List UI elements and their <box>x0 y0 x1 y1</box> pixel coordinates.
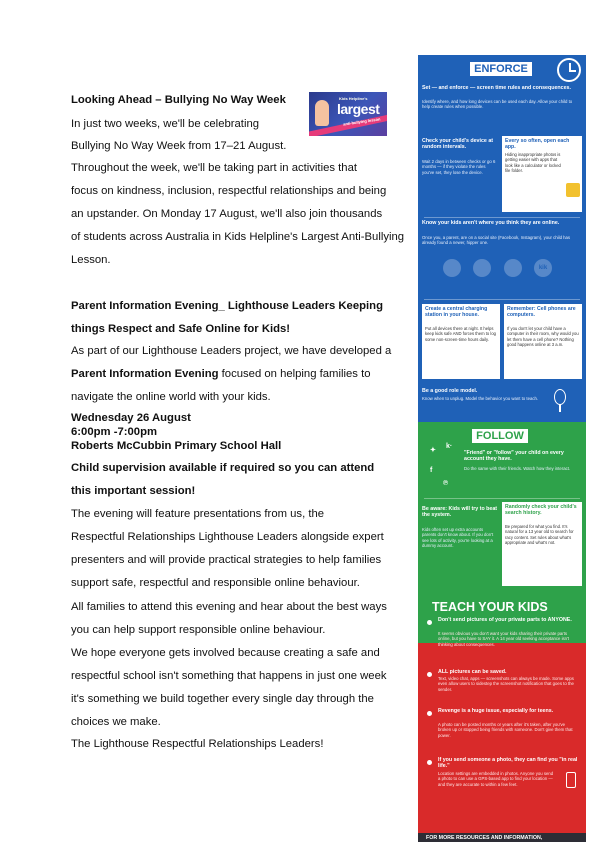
search-history-heading: Randomly check your child's search history. <box>505 504 577 517</box>
cellphones-heading: Remember: Cell phones are computers. <box>507 306 576 319</box>
role-model-text: Know when to unplug. Model the behavior you want to teach. <box>422 396 539 401</box>
bullet <box>427 672 432 677</box>
article-line: focus on kindness, inclusion, respectful relationships and being <box>71 185 387 197</box>
follow-title: FOLLOW <box>472 429 528 443</box>
follow-text: Do the same with their friends. Watch how they interact. <box>464 466 571 471</box>
aware-heading: Be aware: Kids will try to beat the system. <box>422 506 498 519</box>
article-line: it's something we build together every single day through the <box>71 693 374 705</box>
article-line: respectful school isn't something that happens in just one week <box>71 670 387 682</box>
teach-item-heading: Don't send pictures of your private parts to ANYONE. <box>438 617 572 623</box>
search-history-text: Be prepared for what you find. It's natural for a 13 year old to search for racy content. Set rules about what's appropriate and what's not. <box>505 524 574 545</box>
divider <box>424 299 580 300</box>
phone-icon <box>566 772 576 788</box>
bullet <box>427 760 432 765</box>
role-model-heading: Be a good role model. <box>422 388 478 394</box>
article-line: an upstander. On Monday 17 August, we'll also join thousands <box>71 208 383 220</box>
heading-parent-evening: Parent Information Evening_ Lighthouse Leaders Keeping <box>71 300 383 312</box>
cellphones-text: If you don't let your child have a computer in their room, why would you let them have a cell phone? Nothing good happens online at 3 a.m. <box>507 326 579 347</box>
article-text: focused on helping families to <box>218 368 371 380</box>
article-line: Bullying No Way Week from 17–21 August. <box>71 140 287 152</box>
article-line: The evening will feature presentations from us, the <box>71 508 325 520</box>
kik-small-icon: k· <box>446 443 453 450</box>
calculator-app-icon <box>566 183 580 197</box>
enforce-title: ENFORCE <box>470 62 532 76</box>
open-app-text: Hiding inappropriate photos is getting easier with apps that look like a calculator or locked file folder. <box>505 152 561 173</box>
charging-card <box>422 304 500 379</box>
rules-heading: Set — and enforce — screen time rules and consequences. <box>422 85 571 91</box>
promo-sub-text: anti-bullying lesson <box>342 116 381 127</box>
online-heading: Know your kids aren't where you think they are online. <box>422 220 560 226</box>
follow-heading: "Friend" or "follow" your child on every account they have. <box>464 450 564 463</box>
pinterest-icon: ℗ <box>443 480 449 487</box>
article-line: of students across Australia in Kids Helpline's Largest Anti-Bullying <box>71 231 405 243</box>
article-line: All families to attend this evening and hear about the best ways <box>71 601 387 613</box>
bullet <box>427 620 432 625</box>
snapchat-icon <box>504 259 522 277</box>
divider <box>424 498 580 499</box>
event-time: 6:00pm -7:00pm <box>71 426 158 438</box>
article-signoff: The Lighthouse Respectful Relationships Leaders! <box>71 738 324 750</box>
divider <box>424 217 580 218</box>
charging-heading: Create a central charging station in your house. <box>425 306 488 319</box>
promo-small-text: Kids Helpline's <box>339 96 368 101</box>
teach-item-text: Location settings are embedded in photos. Anyone you send a photo to can use a GPS-based app to find your location — and they are accurate to within a few feet. <box>438 771 554 787</box>
article-line: In just two weeks, we'll be celebrating <box>71 118 260 130</box>
open-app-card <box>502 136 582 212</box>
kik-icon: kik <box>534 259 552 277</box>
childcare-note-cont: this important session! <box>71 485 196 497</box>
check-heading: Check your child's device at random intervals. <box>422 138 494 151</box>
charging-text: Put all devices there at night. It helps keep kids safe AND forces them to log some non-screen-time hours daily. <box>425 326 496 342</box>
check-text: Wait 2 days in between checks or go 6 months — if they violate the rules you've set, they lose the device. <box>422 159 496 175</box>
open-app-heading: Every so often, open each app. <box>505 138 570 151</box>
mirror-icon <box>554 389 566 405</box>
article-line: As part of our Lighthouse Leaders project, we have developed a <box>71 345 392 357</box>
facebook-icon <box>443 259 461 277</box>
heading-bullying-week: Looking Ahead – Bullying No Way Week <box>71 94 286 106</box>
poster-footer: FOR MORE RESOURCES AND INFORMATION, <box>426 835 543 841</box>
search-history-card <box>502 502 582 586</box>
article-line: We hope everyone gets involved because creating a safe and <box>71 647 380 659</box>
article-line: presenters and will provide practical strategies to help families <box>71 554 382 566</box>
event-date: Wednesday 26 August <box>71 412 191 424</box>
aware-text: Kids often set up extra accounts parents don't know about. If you don't see lots of activity, you're looking at a dummy account. <box>422 527 494 549</box>
child-figure <box>315 100 329 126</box>
stopwatch-icon <box>557 58 581 82</box>
teach-item-text: It seems obvious you don't want your kids sharing their private parts online, but you have to SAY it. A 14 year old seeking acceptance isn't thinking about consequences. <box>438 631 570 647</box>
rules-text: Identify where, and how long devices can be used each day. Allow your child to help create rules when possible. <box>422 99 573 110</box>
article-line: Throughout the week, we'll be taking part in activities that <box>71 162 357 174</box>
promo-big-text: largest <box>337 101 380 117</box>
teach-item-text: A photo can be posted months or years after it's taken, after you've broken up or stopped being friends with someone. Don't give them that power. <box>438 722 573 738</box>
online-safety-poster <box>418 55 586 842</box>
teach-item-heading: Revenge is a huge issue, especially for teens. <box>438 708 554 714</box>
bullet <box>427 711 432 716</box>
cellphones-card <box>504 304 582 379</box>
article-line: support safe, respectful and responsible online behaviour. <box>71 577 360 589</box>
twitter-icon: ✦ <box>430 447 436 454</box>
teach-item-text: Text, video chat, apps — screenshots can always be made. Some apps even allow users to sidestep the screenshot notification that goes to the sender. <box>438 676 574 692</box>
event-name: Parent Information Evening <box>71 368 219 380</box>
article-line: you can help support responsible online behaviour. <box>71 624 326 636</box>
event-venue: Roberts McCubbin Primary School Hall <box>71 440 282 452</box>
heading-parent-evening-cont: things Respect and Safe Online for Kids! <box>71 323 291 335</box>
article-line: Lesson. <box>71 254 111 266</box>
teach-item-heading: ALL pictures can be saved. <box>438 669 507 675</box>
online-text: Once you, a parent, are on a social site (Facebook, Instagram), your child has already found a newer, hipper one. <box>422 235 571 246</box>
kids-helpline-promo-image <box>309 92 387 136</box>
instagram-icon <box>473 259 491 277</box>
teach-title: TEACH YOUR KIDS <box>432 600 548 614</box>
article-line: choices we make. <box>71 716 161 728</box>
article-line: navigate the online world with your kids. <box>71 391 271 403</box>
childcare-note: Child supervision available if required so you can attend <box>71 462 375 474</box>
facebook-small-icon: f <box>430 467 433 474</box>
teach-item-heading: If you send someone a photo, they can find you "in real life." <box>438 757 578 770</box>
article-line: Respectful Relationships Lighthouse Leaders alongside expert <box>71 531 384 543</box>
article-line <box>71 368 371 381</box>
